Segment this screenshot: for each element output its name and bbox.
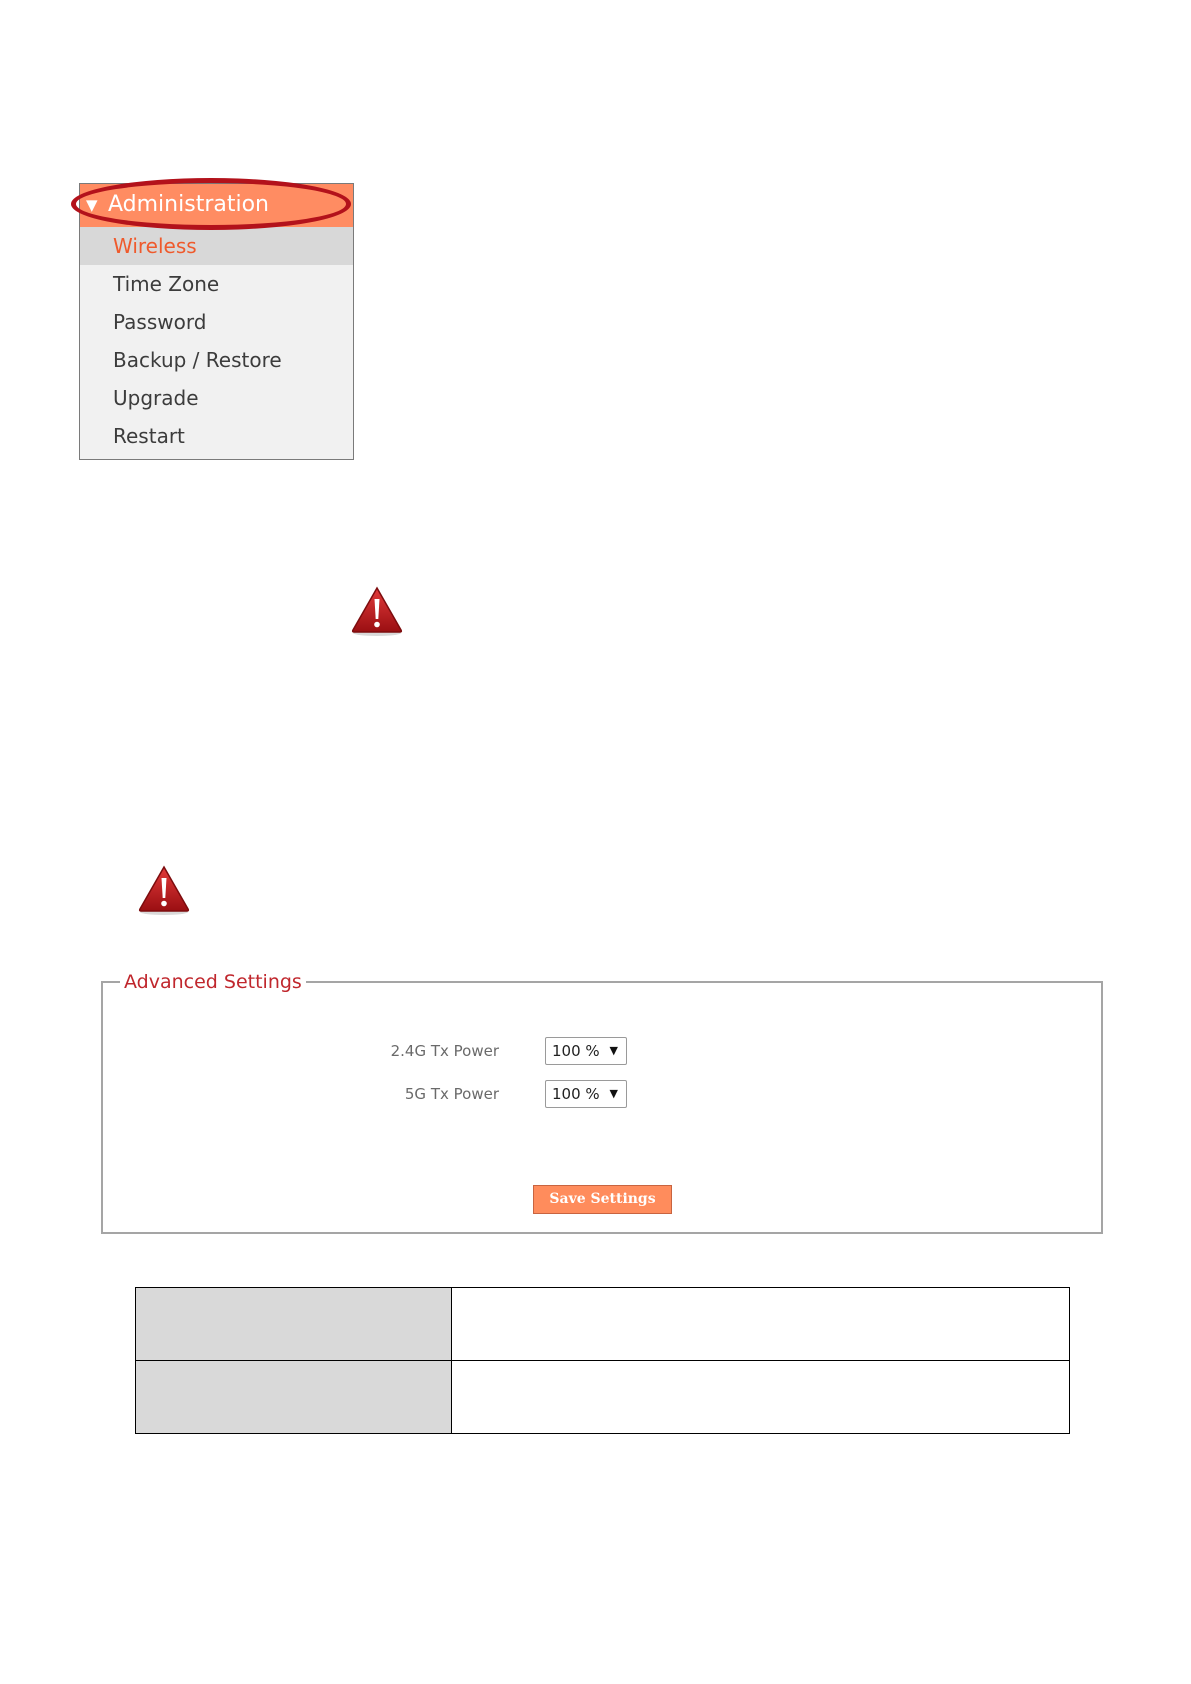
administration-menu (79, 183, 354, 460)
menu-item-time-zone[interactable]: Time Zone (113, 272, 220, 296)
menu-item-backup-restore[interactable]: Backup / Restore (113, 348, 282, 372)
warning-icon (137, 864, 191, 916)
dropdown-arrow-icon: ▼ (609, 1087, 618, 1100)
table-cell-key (136, 1361, 452, 1434)
tx-power-24g-select[interactable] (545, 1037, 627, 1065)
tx-power-24g-label: 2.4G Tx Power (390, 1042, 499, 1060)
tx-power-5g-value: 100 % (552, 1085, 600, 1103)
menu-item-wireless[interactable]: Wireless (80, 227, 353, 265)
tx-power-24g-value: 100 % (552, 1042, 600, 1060)
warning-icon (350, 585, 404, 637)
menu-item-restart[interactable]: Restart (113, 424, 185, 448)
triangle-down-icon: ▼ (86, 196, 98, 214)
tx-power-5g-label: 5G Tx Power (404, 1085, 499, 1103)
menu-item-password[interactable]: Password (113, 310, 207, 334)
tx-power-5g-select[interactable] (545, 1080, 627, 1108)
advanced-settings-legend: Advanced Settings (120, 970, 306, 994)
table-row (136, 1288, 1070, 1361)
table-cell-description (452, 1288, 1070, 1361)
table-row (136, 1361, 1070, 1434)
table-cell-description (452, 1361, 1070, 1434)
table-cell-key (136, 1288, 452, 1361)
menu-item-upgrade[interactable]: Upgrade (113, 386, 199, 410)
menu-header-administration[interactable] (80, 184, 353, 227)
menu-header-label: Administration (108, 192, 269, 217)
dropdown-arrow-icon: ▼ (609, 1044, 618, 1057)
save-settings-button[interactable]: Save Settings (533, 1185, 672, 1214)
info-table (135, 1287, 1070, 1434)
